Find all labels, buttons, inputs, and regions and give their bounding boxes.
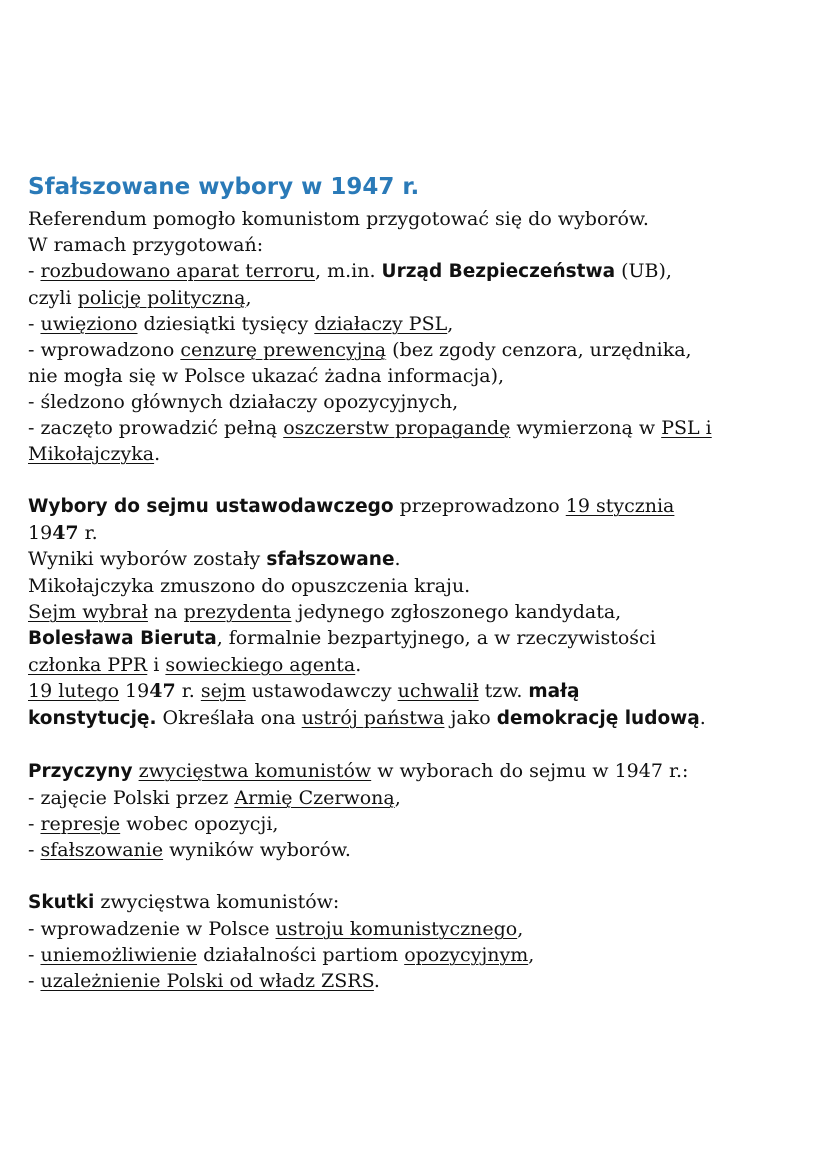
underlined-text: członka PPR xyxy=(28,654,148,676)
text: , xyxy=(528,944,535,966)
text: . xyxy=(699,707,706,729)
bold-text: sfałszowane xyxy=(266,549,395,570)
list-item xyxy=(28,916,818,942)
list-item xyxy=(28,811,818,837)
underlined-text: 19 lutego xyxy=(28,680,120,702)
text: jedynego zgłoszonego kandydata, xyxy=(291,601,622,623)
text: czyli xyxy=(28,287,78,309)
underlined-text: uchwalił xyxy=(397,680,479,702)
paragraph-line xyxy=(28,573,818,599)
text: (UB), xyxy=(615,260,672,282)
text: - wprowadzenie w Polsce xyxy=(28,918,276,940)
text: , xyxy=(517,918,524,940)
text: - xyxy=(28,839,41,861)
bold-text: demokrację ludową xyxy=(496,708,700,729)
bold-text: Skutki xyxy=(28,892,95,913)
underlined-text: uwięziono xyxy=(40,313,138,335)
text: wyników wyborów. xyxy=(163,839,351,861)
bold-text: małą xyxy=(528,681,580,702)
text: tzw. xyxy=(478,680,529,702)
underlined-text: opozycyjnym xyxy=(404,944,529,966)
paragraph-line xyxy=(28,599,818,625)
text: 19 xyxy=(28,522,53,544)
text: - xyxy=(28,313,41,335)
document-page xyxy=(28,172,818,994)
underlined-text: sejm xyxy=(200,680,246,702)
underlined-text: rozbudowano aparat terroru xyxy=(40,260,316,282)
text: w wyborach do sejmu w 1947 r.: xyxy=(371,760,689,782)
underlined-text: zwycięstwa komunistów xyxy=(138,760,372,782)
text: dziesiątki tysięcy xyxy=(137,313,315,335)
text: , m.in. xyxy=(315,260,382,282)
list-item xyxy=(28,389,818,415)
bold-text: konstytucję. xyxy=(28,708,157,729)
bold-text: Bolesława Bieruta xyxy=(28,628,217,649)
underlined-text: Armię Czerwoną xyxy=(234,787,395,809)
underlined-text: sfałszowanie xyxy=(40,839,164,861)
text: jako xyxy=(444,707,497,729)
paragraph-line xyxy=(28,363,818,389)
paragraph-line xyxy=(28,206,818,232)
page-title: Sfałszowane wybory w 1947 r. xyxy=(28,174,420,200)
text: Referendum pomogło komunistom przygotować się do wyborów. xyxy=(28,208,649,230)
underlined-text: uniemożliwienie xyxy=(40,944,198,966)
paragraph-line xyxy=(28,441,818,467)
text: . xyxy=(373,970,380,992)
text: nie mogła się w Polsce ukazać żadna informacja), xyxy=(28,365,505,387)
text: i xyxy=(147,654,166,676)
text: (bez zgody cenzora, urzędnika, xyxy=(386,339,692,361)
text: r. xyxy=(175,680,201,702)
underlined-text: ustroju komunistycznego xyxy=(275,918,518,940)
underlined-text: policję polityczną xyxy=(77,287,246,309)
text: r. xyxy=(78,522,98,544)
text: . xyxy=(154,443,161,465)
underlined-text: Mikołajczyka xyxy=(28,443,155,465)
paragraph-line xyxy=(28,678,818,705)
underlined-text: działaczy PSL xyxy=(314,313,448,335)
text: - xyxy=(28,944,41,966)
underlined-text: represje xyxy=(40,813,121,835)
text: , xyxy=(394,787,401,809)
paragraph-line xyxy=(28,758,818,785)
spacer xyxy=(28,863,818,889)
text: , xyxy=(447,313,454,335)
bold-text: 47 xyxy=(149,680,176,702)
list-item xyxy=(28,837,818,863)
text: Wyniki wyborów zostały xyxy=(28,548,267,570)
spacer xyxy=(28,467,818,493)
text: - zajęcie Polski przez xyxy=(28,787,235,809)
spacer xyxy=(28,732,818,758)
paragraph-line xyxy=(28,652,818,678)
underlined-text: uzależnienie Polski od władz ZSRS xyxy=(40,970,374,992)
paragraph-line xyxy=(28,285,818,311)
text: na xyxy=(147,601,184,623)
underlined-text: cenzurę prewencyjną xyxy=(180,339,387,361)
text: - xyxy=(28,970,41,992)
text: , formalnie bezpartyjnego, a w rzeczywistości xyxy=(216,627,656,649)
paragraph-line xyxy=(28,546,818,573)
list-item xyxy=(28,311,818,337)
list-item xyxy=(28,415,818,441)
text: - wprowadzono xyxy=(28,339,181,361)
list-item xyxy=(28,258,818,285)
text: Określała ona xyxy=(156,707,302,729)
text: - xyxy=(28,813,41,835)
list-item xyxy=(28,942,818,968)
underlined-text: sowieckiego agenta xyxy=(165,654,356,676)
text: - śledzono głównych działaczy opozycyjnych, xyxy=(28,391,459,413)
underlined-text: prezydenta xyxy=(183,601,292,623)
bold-text: Urząd Bezpieczeństwa xyxy=(381,261,616,282)
bold-text: Przyczyny xyxy=(28,761,133,782)
text: zwycięstwa komunistów: xyxy=(94,891,340,913)
bold-text: Wybory do sejmu ustawodawczego xyxy=(28,496,394,517)
paragraph-line xyxy=(28,625,818,652)
text: 19 xyxy=(119,680,150,702)
paragraph-line xyxy=(28,889,818,916)
paragraph-line xyxy=(28,705,818,732)
text: . xyxy=(355,654,362,676)
underlined-text: ustrój państwa xyxy=(301,707,445,729)
text: przeprowadzono xyxy=(393,495,566,517)
text: , xyxy=(245,287,252,309)
text: - zaczęto prowadzić pełną xyxy=(28,417,284,439)
paragraph-line xyxy=(28,232,818,258)
list-item xyxy=(28,968,818,994)
list-item xyxy=(28,785,818,811)
text: wymierzoną w xyxy=(510,417,662,439)
underlined-text: oszczerstw propagandę xyxy=(283,417,511,439)
list-item xyxy=(28,337,818,363)
text: - xyxy=(28,260,41,282)
underlined-text: Sejm wybrał xyxy=(28,601,148,623)
underlined-text: 19 stycznia xyxy=(565,495,675,517)
text: działalności partiom xyxy=(197,944,405,966)
bold-text: 47 xyxy=(52,522,79,544)
paragraph-line xyxy=(28,520,818,546)
paragraph-line xyxy=(28,493,818,520)
text: wobec opozycji, xyxy=(120,813,279,835)
text: Mikołajczyka zmuszono do opuszczenia kraju. xyxy=(28,575,471,597)
text: ustawodawczy xyxy=(245,680,398,702)
text: . xyxy=(394,548,401,570)
underlined-text: PSL i xyxy=(661,417,712,439)
text: W ramach przygotowań: xyxy=(28,234,264,256)
